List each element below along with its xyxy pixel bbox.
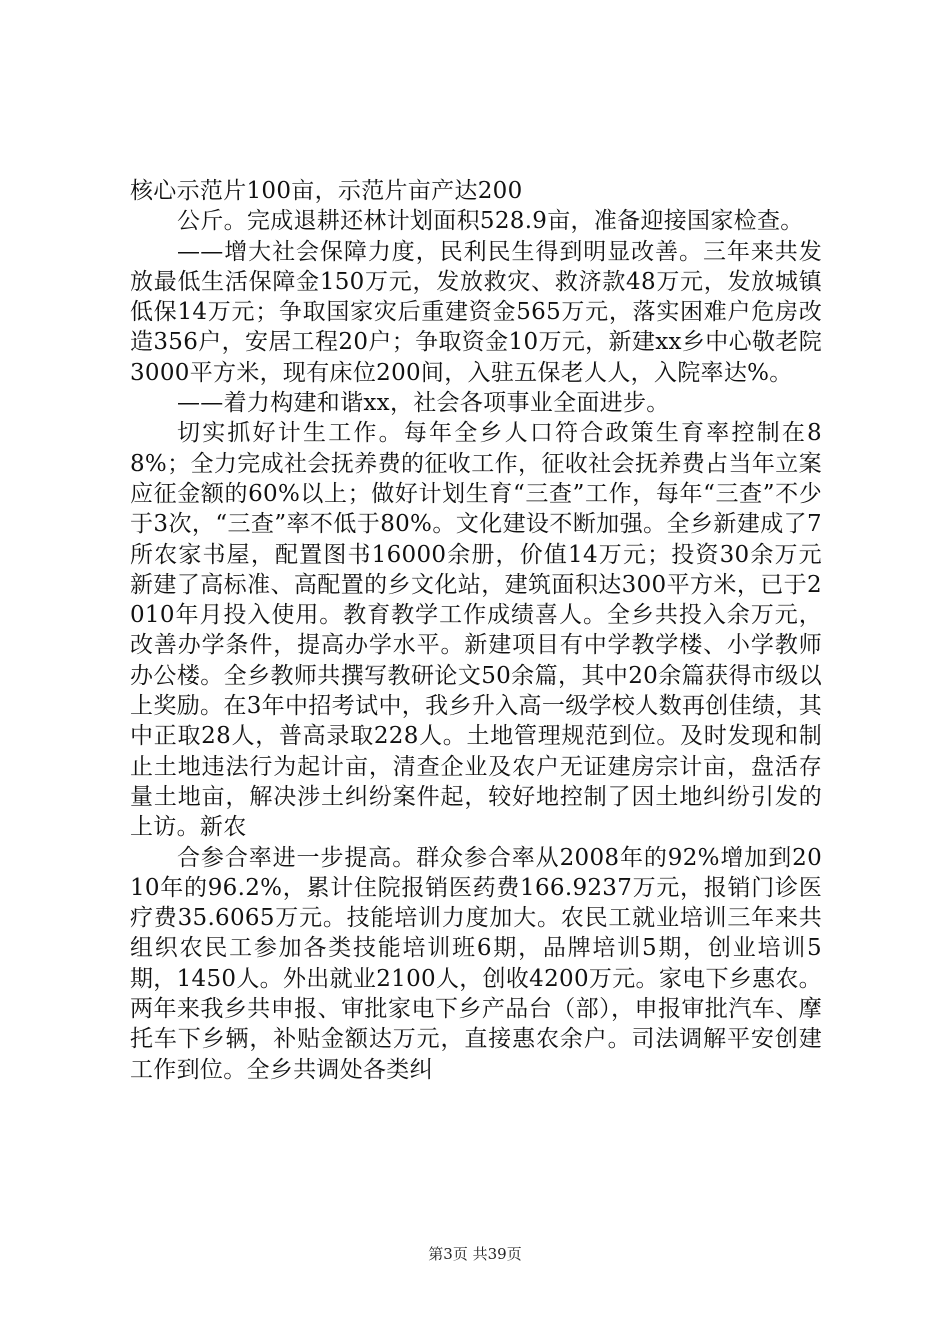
paragraph-5: 切实抓好计生工作。每年全乡人口符合政策生育率控制在88%；全力完成社会抚养费的征收工作，征收社会抚养费占当年立案应征金额的60%以上；做好计划生育“三查”工作，每年“三查”不少于3次，“三查”率不低于80%。文化建设不断加强。全乡新建成了7所农家书屋，配置图书16000余册，价值14万元；投资30余万元新建了高标准、高配置的乡文化站，建筑面积达300平方米，已于2010年月投入使用。教育教学工作成绩喜人。全乡共投入余万元，改善办学条件，提高办学水平。新建项目有中学教学楼、小学教师办公楼。全乡教师共撰写教研论文50余篇，其中20余篇获得市级以上奖励。在3年中招考试中，我乡升入高一级学校人数再创佳绩，其中正取28人，普高录取228人。土地管理规范到位。及时发现和制止土地违法行为起计亩，清查企业及农户无证建房宗计亩，盘活存量土地亩，解决涉土纠纷案件起，较好地控制了因土地纠纷引发的上访。新农 bbox=[130, 420, 822, 841]
paragraph-1: 核心示范片100亩，示范片亩产达200 bbox=[130, 178, 523, 204]
paragraph-2: 公斤。完成退耕还林计划面积528.9亩，准备迎接国家检查。 bbox=[177, 208, 804, 235]
paragraph-6: 合参合率进一步提高。群众参合率从2008年的92%增加到2010年的96.2%，累计住院报销医药费166.9237万元，报销门诊医疗费35.6065万元。技能培训力度加大。农民工就业培训三年来共组织农民工参加各类技能培训班6期，品牌培训5期，创业培训5期，1450人。外出就业2100人，创收4200万元。家电下乡惠农。两年来我乡共申报、审批家电下乡产品台（部），申报审批汽车、摩托车下乡辆，补贴金额达万元，直接惠农余户。司法调解平安创建工作到位。全乡共调处各类纠 bbox=[130, 844, 822, 1083]
paragraph-3: ——增大社会保障力度，民利民生得到明显改善。三年来共发放最低生活保障金150万元，发放救灾、救济款48万元，发放城镇低保14万元；争取国家灾后重建资金565万元，落实困难户危房改造356户，安居工程20户；争取资金10万元，新建xx乡中心敬老院3000平方米，现有床位200间，入驻五保老人人，入院率达%。 bbox=[130, 238, 822, 386]
document-body bbox=[130, 176, 822, 1085]
page-number-footer: 第3页 共39页 bbox=[428, 1245, 522, 1263]
paragraph-4: ——着力构建和谐xx，社会各项事业全面进步。 bbox=[177, 390, 670, 417]
